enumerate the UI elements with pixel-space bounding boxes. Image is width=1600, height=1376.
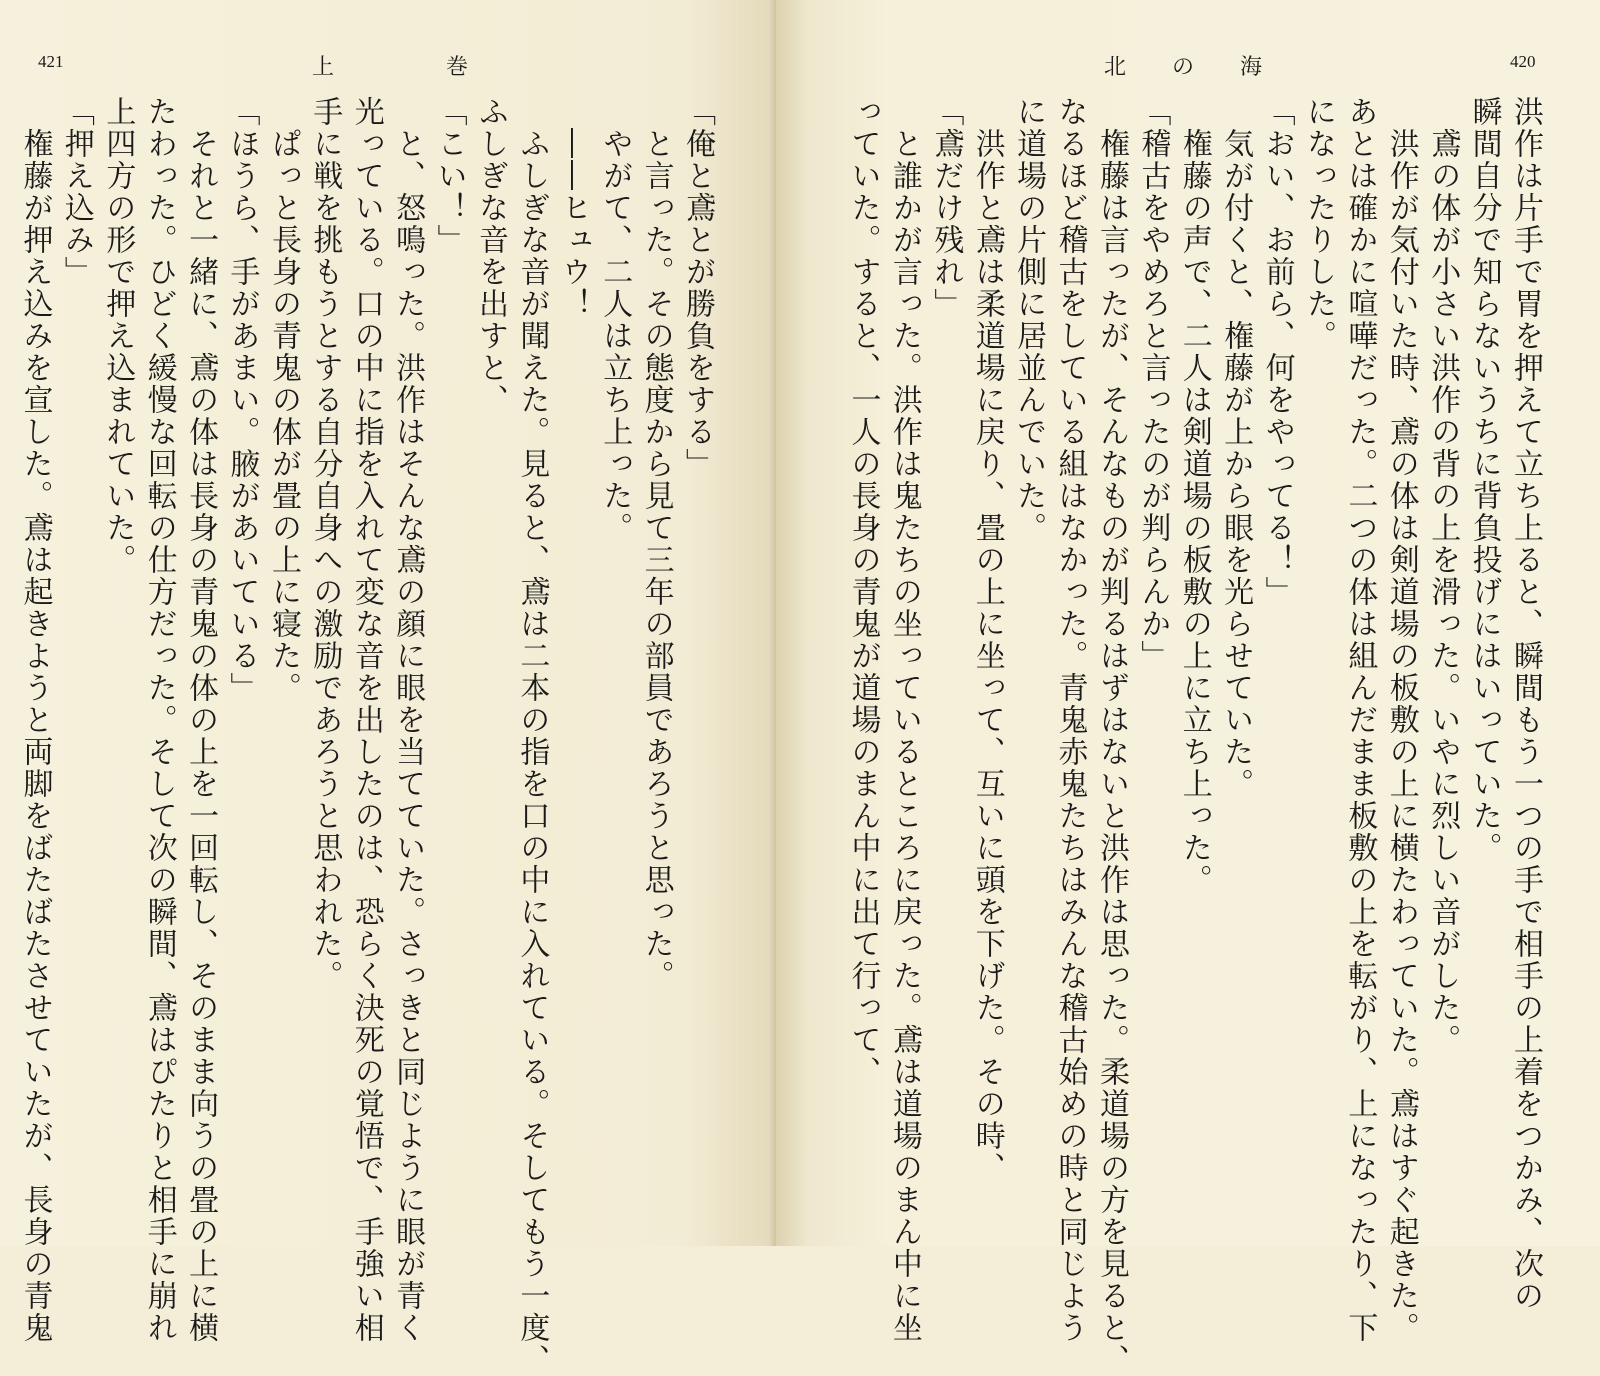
text-line: 瞬間自分で知らないうちに背負投げにはいっていた。 <box>1466 96 1502 864</box>
text-line: 光っている。口の中に指を入れて変な音を出したのは、恐らく決死の覚悟で、手強い相 <box>348 96 384 1344</box>
text-line: に道場の片側に居並んでいた。 <box>1011 96 1047 544</box>
text-line: やがて、二人は立ち上った。 <box>597 96 633 544</box>
page-number-left: 421 <box>38 52 64 71</box>
text-line: ふしぎな音が聞えた。見ると、鳶は二本の指を口の中に入れている。そしてもう一度、 <box>514 96 550 1376</box>
text-line: 上四方の形で押え込まれていた。 <box>100 96 136 576</box>
text-line: 洪作は片手で胃を押えて立ち上ると、瞬間もう一つの手で相手の上着をつかみ、次の <box>1508 96 1543 1312</box>
text-line: と言った。その態度から見て三年の部員であろうと思った。 <box>638 96 674 992</box>
running-header-left <box>312 50 468 81</box>
text-line: と、怒鳴った。洪作はそんな鳶の顔に眼を当てていた。さっきと同じように眼が青く <box>390 96 426 1344</box>
text-line: 「稽古をやめろと言ったのが判らんか」 <box>1135 96 1171 672</box>
text-line: ぱっと長身の青鬼の体が畳の上に寝た。 <box>265 96 301 704</box>
text-line: なるほど稽古をしている組はなかった。青鬼赤鬼たちはみんな稽古始めの時と同じよう <box>1052 96 1088 1344</box>
text-line: 気が付くと、権藤が上から眼を光らせていた。 <box>1218 96 1254 800</box>
text-line: それと一緒に、鳶の体は長身の青鬼の体の上を一回転し、そのまま向うの畳の上に横 <box>183 96 219 1344</box>
running-header-right <box>1104 50 1262 81</box>
text-line: になったりした。 <box>1300 96 1336 352</box>
text-line: 権藤の声で、二人は剣道場の板敷の上に立ち上った。 <box>1176 96 1212 896</box>
text-line: ふしぎな音を出すと、 <box>472 96 508 416</box>
text-line: 手に戦を挑もうとする自分自身への激励であろうと思われた。 <box>307 96 343 992</box>
text-line: 「おい、お前ら、何をやってる！」 <box>1259 96 1295 608</box>
text-line: 洪作が気付いた時、鳶の体は剣道場の板敷の上に横たわっていた。鳶はすぐ起きた。 <box>1383 96 1419 1344</box>
text-line: 鳶の体が小さい洪作の背の上を滑った。いやに烈しい音がした。 <box>1425 96 1461 1056</box>
header-char: 北 <box>1104 55 1127 80</box>
text-line: と誰かが言った。洪作は鬼たちの坐っているところに戻った。鳶は道場のまん中に坐 <box>886 96 922 1344</box>
text-line: 「こい！」 <box>431 96 467 256</box>
header-char: 巻 <box>446 55 469 80</box>
text-line: ――ヒュウ！ <box>555 96 591 320</box>
text-line: 「鳶だけ残れ」 <box>928 96 964 320</box>
text-line: 「俺と鳶とが勝負をする」 <box>680 96 715 480</box>
text-line: たわった。ひどく緩慢な回転の仕方だった。そして次の瞬間、鳶はぴたりと相手に崩れ <box>141 96 177 1344</box>
text-line: 「押え込み」 <box>58 96 94 288</box>
header-char: 海 <box>1240 55 1263 80</box>
header-char: の <box>1172 55 1195 80</box>
text-line: っていた。すると、一人の長身の青鬼が道場のまん中に出て行って、 <box>845 96 881 1088</box>
page-number-right: 420 <box>1510 52 1536 71</box>
text-line: 洪作と鳶は柔道場に戻り、畳の上に坐って、互いに頭を下げた。その時、 <box>969 96 1005 1184</box>
text-line: 権藤が押え込みを宣した。鳶は起きようと両脚をばたばたさせていたが、長身の青鬼 <box>17 96 53 1344</box>
text-line: 「ほうら、手があまい。腋があいている」 <box>224 96 260 704</box>
body-text-left <box>17 96 718 1376</box>
left-page <box>0 0 776 1376</box>
header-char: 上 <box>312 55 335 80</box>
text-line: あとは確かに喧嘩だった。二つの体は組んだまま板敷の上を転がり、上になったり、下 <box>1342 96 1378 1344</box>
body-text-right <box>826 96 1546 1376</box>
text-line: 権藤は言ったが、そんなものが判るはずはないと洪作は思った。柔道場の方を見ると、 <box>1093 96 1129 1376</box>
